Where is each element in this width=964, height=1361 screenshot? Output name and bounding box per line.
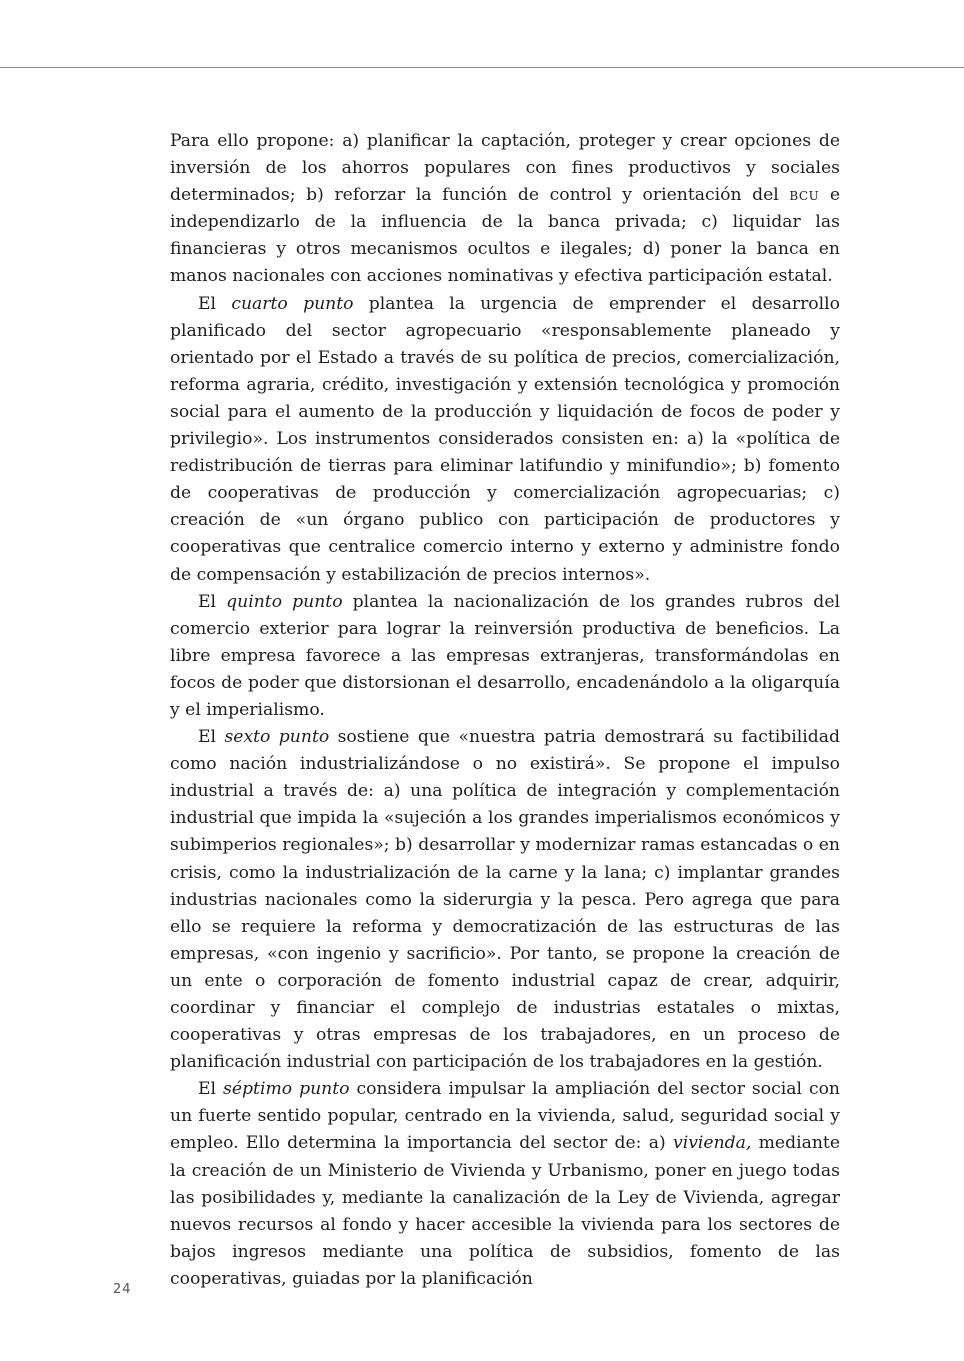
text-run: El (198, 293, 232, 314)
text-run: plantea la urgencia de emprender el desarrollo planificado del sector agropecuario «responsablemente planeado y orientado por el Estado a través de su política de precios, comercialización, reforma agraria, crédito, investigación y extensión tecnológica y promoción social para el aumento de la producción y liquidación de focos de poder y privilegio». Los instrumentos considerados consisten en: a) la «política de redistribución de tierras para eliminar latifundio y minifundio»; b) fomento de cooperativas de producción y comercialización agropecuarias; c) creación de «un órgano publico con participación de productores y cooperativas que centralice comercio interno y externo y administre fondo de compensación y estabilización de precios internos». (170, 293, 840, 585)
italic-term: sexto punto (224, 727, 330, 748)
text-run: mediante la creación de un Ministerio de Vivienda y Urbanismo, poner en juego todas las posibilidades y, mediante la canalización de la Ley de Vivienda, agregar nuevos recursos al fondo y hacer accesible la vivienda para los sectores de bajos ingresos mediante una política de subsidios, fomento de las cooperativas, guiadas por la planificación (170, 1133, 840, 1289)
text-run: considera impulsar la ampliación del sector social con un fuerte sentido popular, centrado en la vivienda, salud, seguridad social y empleo. Ello determina la importancia del sector de: a) (170, 1079, 840, 1154)
italic-term: séptimo punto (223, 1079, 350, 1100)
italic-term: vivienda, (672, 1133, 752, 1154)
text-run: El (198, 727, 225, 748)
italic-term: quinto punto (226, 591, 343, 612)
header-rule (0, 67, 964, 68)
text-run: e independizarlo de la influencia de la banca privada; c) liquidar las financieras y otros mecanismos ocultos e ilegales; d) poner la banca en manos nacionales con acciones nominativas y efectiva participación estatal. (170, 185, 841, 287)
page-number: 24 (113, 1282, 132, 1297)
text-run: plantea la nacionalización de los grandes rubros del comercio exterior para lograr la reinversión productiva de beneficios. La libre empresa favorece a las empresas extranjeras, transformándolas en focos de poder que distorsionan el desarrollo, encadenándolo a la oligarquía y el imperialismo. (170, 591, 840, 720)
paragraph (170, 724, 840, 1076)
italic-term: cuarto punto (231, 293, 354, 314)
text-run: El (198, 591, 227, 612)
paragraph (170, 589, 840, 724)
paragraph (170, 1076, 840, 1293)
text-run: Para ello propone: a) planificar la captación, proteger y crear opciones de inversión de los ahorros populares con fines productivos y sociales determinados; b) reforzar la función de control y orientación del (170, 131, 840, 206)
paragraph (170, 128, 840, 291)
text-run: El (198, 1079, 224, 1100)
body-text (170, 128, 840, 1293)
paragraph (170, 291, 840, 589)
text-run: sostiene que «nuestra patria demostrará su factibilidad como nación industrializándose o no existirá». Se propone el impulso industrial a través de: a) una política de integración y complementación industrial que impida la «sujeción a los grandes imperialismos económicos y subimperios regionales»; b) desarrollar y modernizar ramas estancadas o en crisis, como la industrialización de la carne y la lana; c) implantar grandes industrias nacionales como la siderurgia y la pesca. Pero agrega que para ello se requiere la reforma y democratización de las estructuras de las empresas, «con ingenio y sacrificio». Por tanto, se propone la creación de un ente o corporación de fomento industrial capaz de crear, adquirir, coordinar y financiar el complejo de industrias estatales o mixtas, cooperativas y otras empresas de los trabajadores, en un proceso de planificación industrial con participación de los trabajadores en la gestión. (170, 727, 840, 1073)
acronym: bcu (789, 185, 820, 206)
